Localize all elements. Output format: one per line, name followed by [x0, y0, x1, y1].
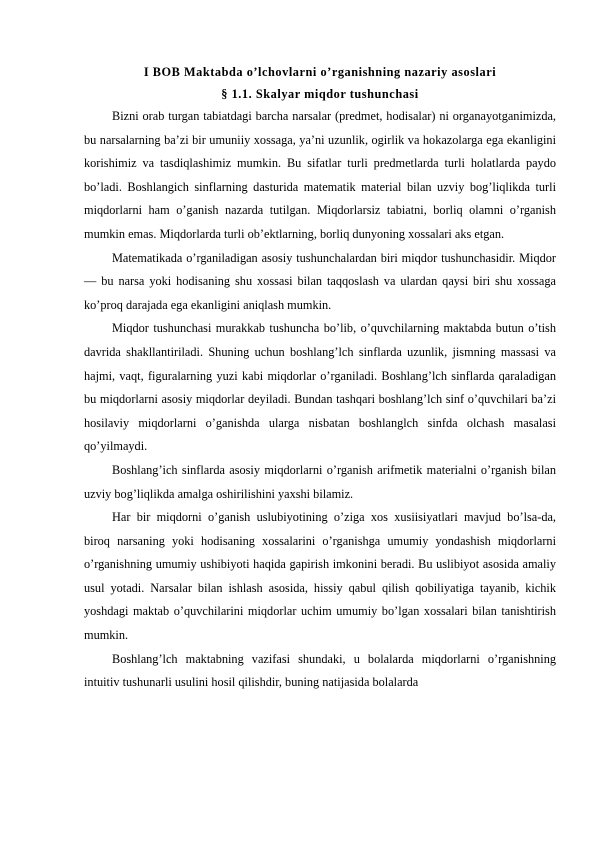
- paragraph-1: Bizni orab turgan tabiatdagi barcha narsalar (predmet, hodisalar) ni organayotganimizda, bu narsalarning ba’zi bir umuniiy xossaga, ya’ni uzunlik, ogirlik va hokazolarga ega ekanligini korishimiz va tasdiqlashimiz mumkin. Bu sifatlar turli predmetlarda turli holatlarda paydo bo’ladi. Boshlangich sinflarning dasturida matematik material bilan uzviy bog’liqlikda turli miqdorlarni ham o’ganish nazarda tutilgan. Miqdorlarsiz tabiatni, borliq olamni o’rganish mumkin emas. Miqdorlarda turli ob’ektlarning, borliq dunyoning xossalari aks etgan.: [84, 109, 556, 241]
- document-page: [84, 62, 556, 695]
- paragraph-3: Miqdor tushunchasi murakkab tushuncha bo’lib, o’quvchilarning maktabda butun o’tish davrida shakllantiriladi. Shuning uchun boshlang’lch sinflarda uzunlik, jismning massasi va hajmi, vaqt, figuralarning yuzi kabi miqdorlar o’rganiladi. Boshlang’lch sinflarda qaraladigan bu miqdorlarni asosiy miqdorlar deyiladi. Bundan tashqari boshlang’lch sinf o’quvchilari ba’zi hosilaviy miqdorlarni o’ganishda ularga nisbatan boshlanglch sinfda olchash masalasi qo’yilmaydi.: [84, 321, 556, 454]
- paragraph-6: Boshlang’lch maktabning vazifasi shundaki, u bolalarda miqdorlarni o’rganishning intuitiv tushunarli usulini hosil qilishdir, buning natijasida bolalarda: [84, 651, 556, 690]
- paragraph-5: Har bir miqdorni o’ganish uslubiyotining o’ziga xos xusiisiyatlari mavjud bo’lsa-da, biroq narsaning yoki hodisaning xossalarini o’rganishga umumiy yondashish miqdorlarni o’rganishning umumiy ushibiyoti haqida gapirish imkonini beradi. Bu uslibiyot asosida amaliy usul yotadi. Narsalar bilan ishlash asosida, hissiy qabul qilish qobiliyatiga tayanib, kichik yoshdagi maktab o’quvchilarini miqdorlar uchim umumiy bo’lgan xossalari bilan tanishtirish mumkin.: [84, 510, 556, 643]
- paragraph-4: Boshlang’ich sinflarda asosiy miqdorlarni o’rganish arifmetik materialni o’rganish bilan uzviy bog’liqlikda amalga oshirilishini yaxshi bilamiz.: [84, 462, 556, 501]
- chapter-title: I BOB Maktabda o’lchovlarni o’rganishning nazariy asoslari: [143, 65, 497, 79]
- paragraph-2: Matematikada o’rganiladigan asosiy tushunchalardan biri miqdor tushunchasidir. Miqdor — bu narsa yoki hodisaning shu xossasi bilan taqqoslash va ulardan qaysi biri shu xossaga ko’proq darajada ega ekanligini aniqlash mumkin.: [84, 250, 556, 312]
- section-title: § 1.1. Skalyar miqdor tushunchasi: [221, 87, 419, 101]
